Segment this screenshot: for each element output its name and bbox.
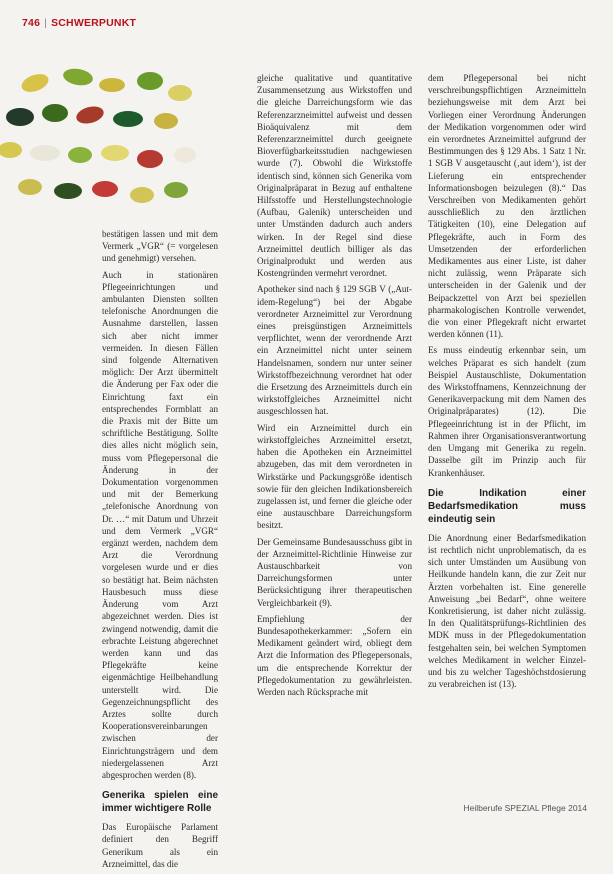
paragraph: bestätigen lassen und mit dem Vermerk „VGR“ (= vorgelesen und genehmigt) versehen.: [102, 229, 218, 264]
paragraph: Auch in stationären Pflegeeinrichtungen und ambulanten Diensten sollten telefonische Anordnungen die Ausnahme darstellen, lassen sich aber nicht immer vermeiden. In diesen Fällen sind folgende Alternativen möglich: Der Arzt übermittelt die Änderung per Fax oder die Einrichtung faxt ein entsprechendes Formblatt an die Praxis mit der Bitte um schriftliche Bestätigung. Sollte dies alles nicht möglich sein, muss vom Pflegepersonal die Änderung in der Dokumentation vorgenommen und mit der Bemerkung „telefonische Anordnung von Dr. …“ mit Datum und Uhrzeit und dem Vermerk „VGR“ ergänzt werden, nachdem dem Arzt die Verordnung vorgelesen wurde und er dies so bestätigt hat. Beim nächsten Hausbesuch muss diese Änderung vom Arzt abgezeichnet werden. Dies ist zwingend notwendig, damit die erbrachte Leistung abgerechnet werden kann und das Pflegekräfte keine eigenmächtige Heilbehandlung unterstellt wird. Die Gegenzeichnungspflicht des Arztes sollte durch Kooperationsvereinbarungen zwischen der Einrichtungsträgern und dem niedergelassenen Arzt abgesprochen werden (8).: [102, 269, 218, 780]
column-2: [257, 72, 412, 702]
paragraph: Das Europäische Parlament definiert den Begriff Generikum als ein Arzneimittel, das die: [102, 822, 218, 869]
header-separator: |: [44, 17, 48, 29]
pills-illustration: [0, 55, 205, 220]
paragraph: Es muss eindeutig erkennbar sein, um welches Präparat es sich handelt (zum Beispiel Austauschliste, Dokumentation des Wirkstoffnamens, Kennzeichnung der Generikaverpackung mit dem Namen des Originalpräparates) (12). Die Pflegeeinrichtung ist in der Pflicht, im Rahmen ihrer Organisationsverantwortung den Umgang mit Generika zu regeln. Dasselbe gilt im Prinzip auch für Krankenhäuser.: [428, 345, 586, 478]
section-title: SCHWERPUNKT: [51, 17, 137, 29]
paragraph: Der Gemeinsame Bundesausschuss gibt in der Arzneimittel-Richtlinie Hinweise zur Austauschbarkeit von Darreichungsformen unter Berücksichtigung ihrer therapeutischen Vergleichbarkeit (9).: [257, 536, 412, 608]
pills-photo: [0, 55, 205, 220]
paragraph: Apotheker sind nach § 129 SGB V („Aut-idem-Regelung“) bei der Abgabe verordneter Arzneimittel zur Verordnung eines preisgünstigen Arzneimittels verpflichtet, wenn der verordnende Arzt ein Arzneimittel nicht unter seinem Handelsnamen, sondern nur unter seiner Wirkstoffbezeichnung verordnet hat oder die Ersetzung des Arzneimittels durch ein wirkstoffgleiches Arzneimittel nicht ausgeschlossen hat.: [257, 284, 412, 417]
subheading: Generika spielen eine immer wichtigere Rolle: [102, 790, 218, 815]
column-3: [428, 72, 586, 694]
paragraph: Wird ein Arzneimittel durch ein wirkstoffgleiches Arzneimittel ersetzt, haben die Apotheken ein Arzneimittel abzugeben, das mit dem verordneten in Wirkstärke und Packungsgröße identisch sowie für den gleichen Indikationsbereich zugelassen ist, und ferner die gleiche oder eine austauschbare Darreichungsform besitzt.: [257, 422, 412, 531]
subheading: Die Indikation einer Bedarfsmedikation muss eindeutig sein: [428, 487, 586, 525]
page-header: [22, 16, 136, 30]
paragraph: gleiche qualitative und quantitative Zusammensetzung aus Wirkstoffen und die gleiche Darreichungsform wie das Referenzarzneimittel aufweist und dessen Bioäquivalenz mit dem Referenzarzneimittel durch geeignete Bioverfügbarkeitsstudien nachgewiesen wurde (7). Obwohl die Wirkstoffe identisch sind, können sich Generika vom Originalpräparat in Bezug auf enthaltene Hilfsstoffe und Herstellungstechnologie (Aufbau, Galenik) unterscheiden und unter Umständen dadurch auch anders wirken. In der Regel sind diese Arzneimittel deutlich billiger als das Originalprodukt und werden aus Kostengründen vermehrt verordnet.: [257, 73, 412, 279]
paragraph: Empfiehlung der Bundesapothekerkammer: „Sofern ein Medikament geändert wird, obliegt dem Arzt die Information des Pflegepersonals, um die entsprechende Korrektur der Pflegedokumentation zu gewährleisten. Werden nach Rücksprache mit: [257, 613, 412, 697]
page-number: 746: [22, 17, 41, 29]
column-1: [102, 228, 218, 874]
page-footer: Heilberufe SPEZIAL Pflege 2014: [463, 803, 587, 813]
paragraph: dem Pflegepersonal bei nicht verschreibungspflichtigen Arzneimitteln beziehungsweise mit dem Arzt bei Vorliegen einer Verordnung Änderungen der Medikation vorgenommen oder wird ein verordnetes Arzneimittel aufgrund der Bestimmungen des § 129 Abs. 1 Satz 1 Nr. 1 SGB V ausgetauscht (‚aut idem‘), ist der Lieferung ein entsprechender Informationsbogen beizulegen (8).“ Das Verschreiben von Medikamenten gehört ausschließlich zu den ärztlichen Tätigkeiten (10), eine Delegation auf Pflegekräfte, auch in Form des Umsetzenden der erforderlichen Medikamentes aus einer Liste, ist daher nicht zulässig, wenn Präparate sich unterscheiden in der Galenik und der Beipackzettel von Arzt bei speziellen pharmakologischen Kontrolle verwendet, die von einer Pflegekraft nicht erwartet werden können (11).: [428, 73, 586, 340]
paragraph: Die Anordnung einer Bedarfsmedikation ist rechtlich nicht unproblematisch, da es sich unter Umständen um Ausübung von Heilkunde handeln kann, die zur Zeit nur Ärzten vorbehalten ist. Eine generelle Anweisung „bei Bedarf“, ohne weitere Konkretisierung, ist daher nicht zulässig. In den Qualitätsprüfungs-Richtlinien des MDK muss in der Pflegedokumentation festgehalten sein, bei welchen Symptomen welches Medikament in welcher Einzel- und bis zu welcher Tageshöchstdosierung zu verabreichen ist (13).: [428, 532, 586, 690]
